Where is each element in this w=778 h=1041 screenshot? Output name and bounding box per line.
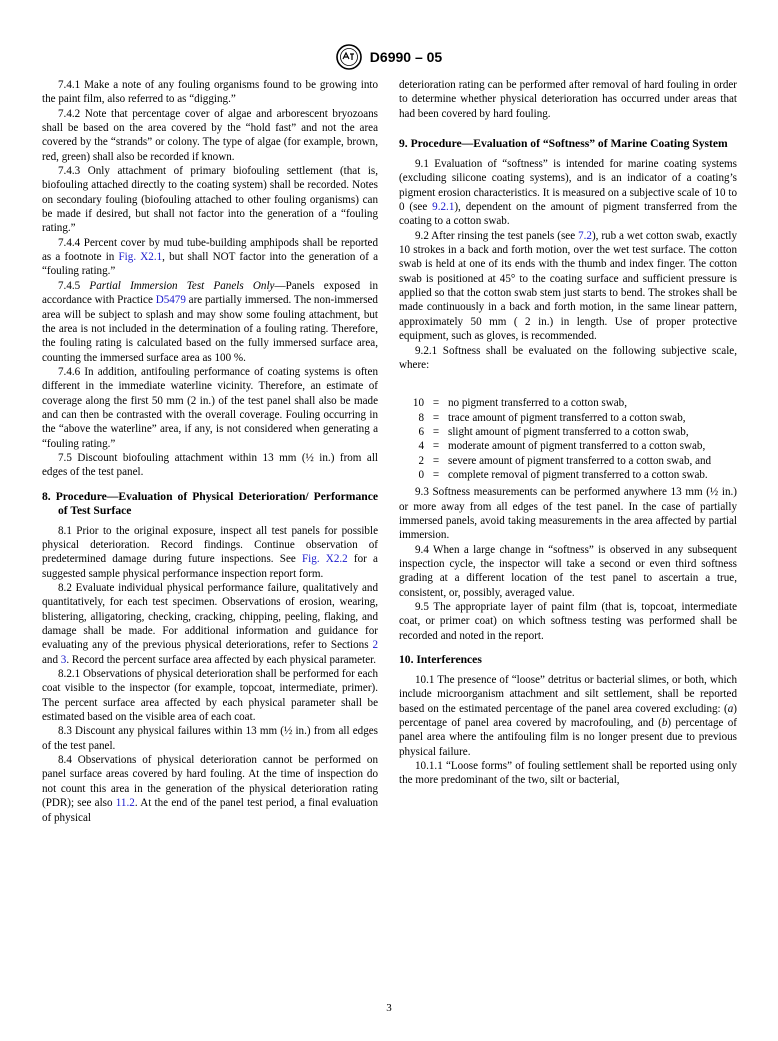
link-section-2[interactable]: 2 xyxy=(372,639,378,652)
softness-scale xyxy=(399,396,737,482)
document-id: D6990 – 05 xyxy=(369,49,443,65)
para-7-4-6: 7.4.6 In addition, antifouling performance of coating systems is often different in the immediate waterline vicinity. Therefore, an estimate of coverage along the first 50 mm (2 in.) of the test panel shall also be made and can then be contrasted with the overall coverage. Fouling occurring in the “above the waterline” area, if any, is not considered when generating a “fouling rating.” xyxy=(42,365,378,450)
para-7-4-3: 7.4.3 Only attachment of primary biofouling settlement (that is, biofouling attached directly to the coating system) shall be recorded. Notes on secondary fouling (biofouling attached to other fouling organisms) can be made if desired, but shall not factor into the generation of a “fouling rating.” xyxy=(42,165,378,235)
right-column xyxy=(399,78,737,788)
link-9-2-1[interactable]: 9.2.1 xyxy=(432,201,455,214)
para-10-1-1: 10.1.1 “Loose forms” of fouling settlement shall be reported using only the more predominant of the two, silt or bacterial, xyxy=(399,760,737,787)
para-7-4-2: 7.4.2 Note that percentage cover of algae and arborescent bryozoans shall be based on the area covered by the “hold fast” and not the area covered by the “strands” or colony. The type of algae (for example, brown, red, green) shall also be recorded if known. xyxy=(42,107,378,163)
para-9-5: 9.5 The appropriate layer of paint film (that is, topcoat, intermediate coat, or primer coat) on which softness testing was performed shall be recorded and noted in the report. xyxy=(399,601,737,642)
link-section-3[interactable]: 3 xyxy=(60,653,67,666)
scale-row: 6 = slight amount of pigment transferred to a cotton swab, xyxy=(418,425,689,438)
para-8-2: 8.2 Evaluate individual physical performance failure, qualitatively and quantitatively, for each test specimen. Observations of erosion, wearing, blistering, alligatoring, checking, cracking, chipping, peeling, flaking, and damage shall be made. For additional information and guidance for evaluating any of the previous physical deteriorations, refer to Sections 2 and 3. Record the percent surface area affected by each physical parameter. xyxy=(42,582,378,666)
para-10-1: 10.1 The presence of “loose” detritus or bacterial slimes, or both, which include microorganism attachment and silt settlement, shall be reported based on the estimated percentage of the panel area covered excluding: (a) percentage of panel area covered by macrofouling, and (b) percentage of panel area where the antifouling film is no longer present due to previous physical failure. xyxy=(399,674,737,758)
para-8-3: 8.3 Discount any physical failures within 13 mm (½ in.) from all edges of the test panel. xyxy=(42,725,378,752)
scale-row: 8 = trace amount of pigment transferred to a cotton swab, xyxy=(418,411,686,424)
scale-row: 10 = no pigment transferred to a cotton swab, xyxy=(412,397,627,410)
para-7-4-1: 7.4.1 Make a note of any fouling organisms found to be growing into the paint film, also referred to as “digging.” xyxy=(42,79,378,106)
para-9-2-1: 9.2.1 Softness shall be evaluated on the following subjective scale, where: xyxy=(399,344,737,371)
para-9-4: 9.4 When a large change in “softness” is observed in any subsequent inspection cycle, the inspector will take a second or even third softness grading at a different location of the test panel to ascertain a true, consistent, or, possibly, averaged value. xyxy=(399,543,737,599)
astm-logo-icon xyxy=(336,44,362,70)
para-7-4-5: 7.4.5 Partial Immersion Test Panels Only—Panels exposed in accordance with Practice D5479 are partially immersed. The non-immersed area will be subject to splash and may show some fouling attachment, but the area is not included in the determination of a fouling rating. Therefore, the fouling rating is calculated based on the fully immersed surface area, counting the immersed surface area as 100 %. xyxy=(42,279,378,364)
para-7-4-4: 7.4.4 Percent cover by mud tube-building amphipods shall be reported as a footnote in Fig. X2.1, but shall NOT factor into the generation of a “fouling rating.” xyxy=(42,236,378,278)
link-fig-x2-1[interactable]: Fig. X2.1 xyxy=(118,251,163,264)
left-column xyxy=(42,78,378,825)
link-fig-x2-2[interactable]: Fig. X2.2 xyxy=(302,553,348,566)
para-8-4: 8.4 Observations of physical deterioration cannot be performed on panel surface areas covered by hard fouling. At the time of inspection do not count this area in the generation of the physical deterioration rating (PDR); see also 11.2. At the end of the panel test period, a final evaluation of physical xyxy=(42,754,378,824)
page-header xyxy=(0,44,778,70)
section-10-heading: 10. Interferences xyxy=(399,653,482,667)
scale-row: 4 = moderate amount of pigment transferred to a cotton swab, xyxy=(418,440,706,453)
para-7-5: 7.5 Discount biofouling attachment within 13 mm (½ in.) from all edges of the test panel. xyxy=(42,451,378,479)
scale-row: 0 = complete removal of pigment transferred to a cotton swab. xyxy=(418,468,708,481)
para-9-2: 9.2 After rinsing the test panels (see 7.2), rub a wet cotton swab, exactly 10 strokes in a back and forth motion, over the wet test surface. The cotton swab is held at one of its ends with the thumb and index finger. The cotton swab is positioned at 45° to the coating surface and sufficient pressure is applied so that the cotton swab stem just starts to bend. The strokes shall be made continuously in a back and forth motion, in the same linear pattern, approximately 50 mm ( 2 in.) in length. Use of proper protective equipment, such as gloves, is recommended. xyxy=(399,229,737,343)
link-11-2[interactable]: 11.2 xyxy=(115,797,135,810)
section-9-heading: 9. Procedure—Evaluation of “Softness” of Marine Coating System xyxy=(399,137,728,151)
section-8-heading: 8. Procedure—Evaluation of Physical Deterioration/ Performance of Test Surface xyxy=(42,489,379,517)
link-d5479[interactable]: D5479 xyxy=(155,294,186,307)
para-8-2-1: 8.2.1 Observations of physical deterioration shall be performed for each coat visible to the inspector (for example, topcoat, intermediate, primer). The percent surface area affected by each physical parameter shall be estimated based on the visible area of each coat. xyxy=(42,668,378,724)
para-8-1: 8.1 Prior to the original exposure, inspect all test panels for possible physical deterioration. Record findings. Continue observation of predetermined damage during future inspections. See Fig. X2.2 for a suggested sample physical performance inspection report form. xyxy=(42,524,378,580)
scale-row: 2 = severe amount of pigment transferred to a cotton swab, and xyxy=(418,454,712,467)
para-8-4-continued: deterioration rating can be performed after removal of hard fouling in order to determine whether physical deterioration has occurred under areas that had been covered by hard fouling. xyxy=(399,79,737,120)
page-number: 3 xyxy=(386,1002,392,1014)
link-7-2[interactable]: 7.2 xyxy=(578,229,592,242)
para-9-1: 9.1 Evaluation of “softness” is intended for marine coating systems (excluding silicone coating systems), and is an indicator of a coating’s pigment erosion characteristics. It is measured on a subjective scale of 10 to 0 (see 9.2.1), dependent on the amount of pigment transferred from the coating to a cotton swab. xyxy=(399,158,737,228)
para-9-3: 9.3 Softness measurements can be performed anywhere 13 mm (½ in.) or more away from all edges of the test panel. In the case of partially immersed panels, avoid taking measurements in the area affected by partial immersion. xyxy=(399,486,737,542)
